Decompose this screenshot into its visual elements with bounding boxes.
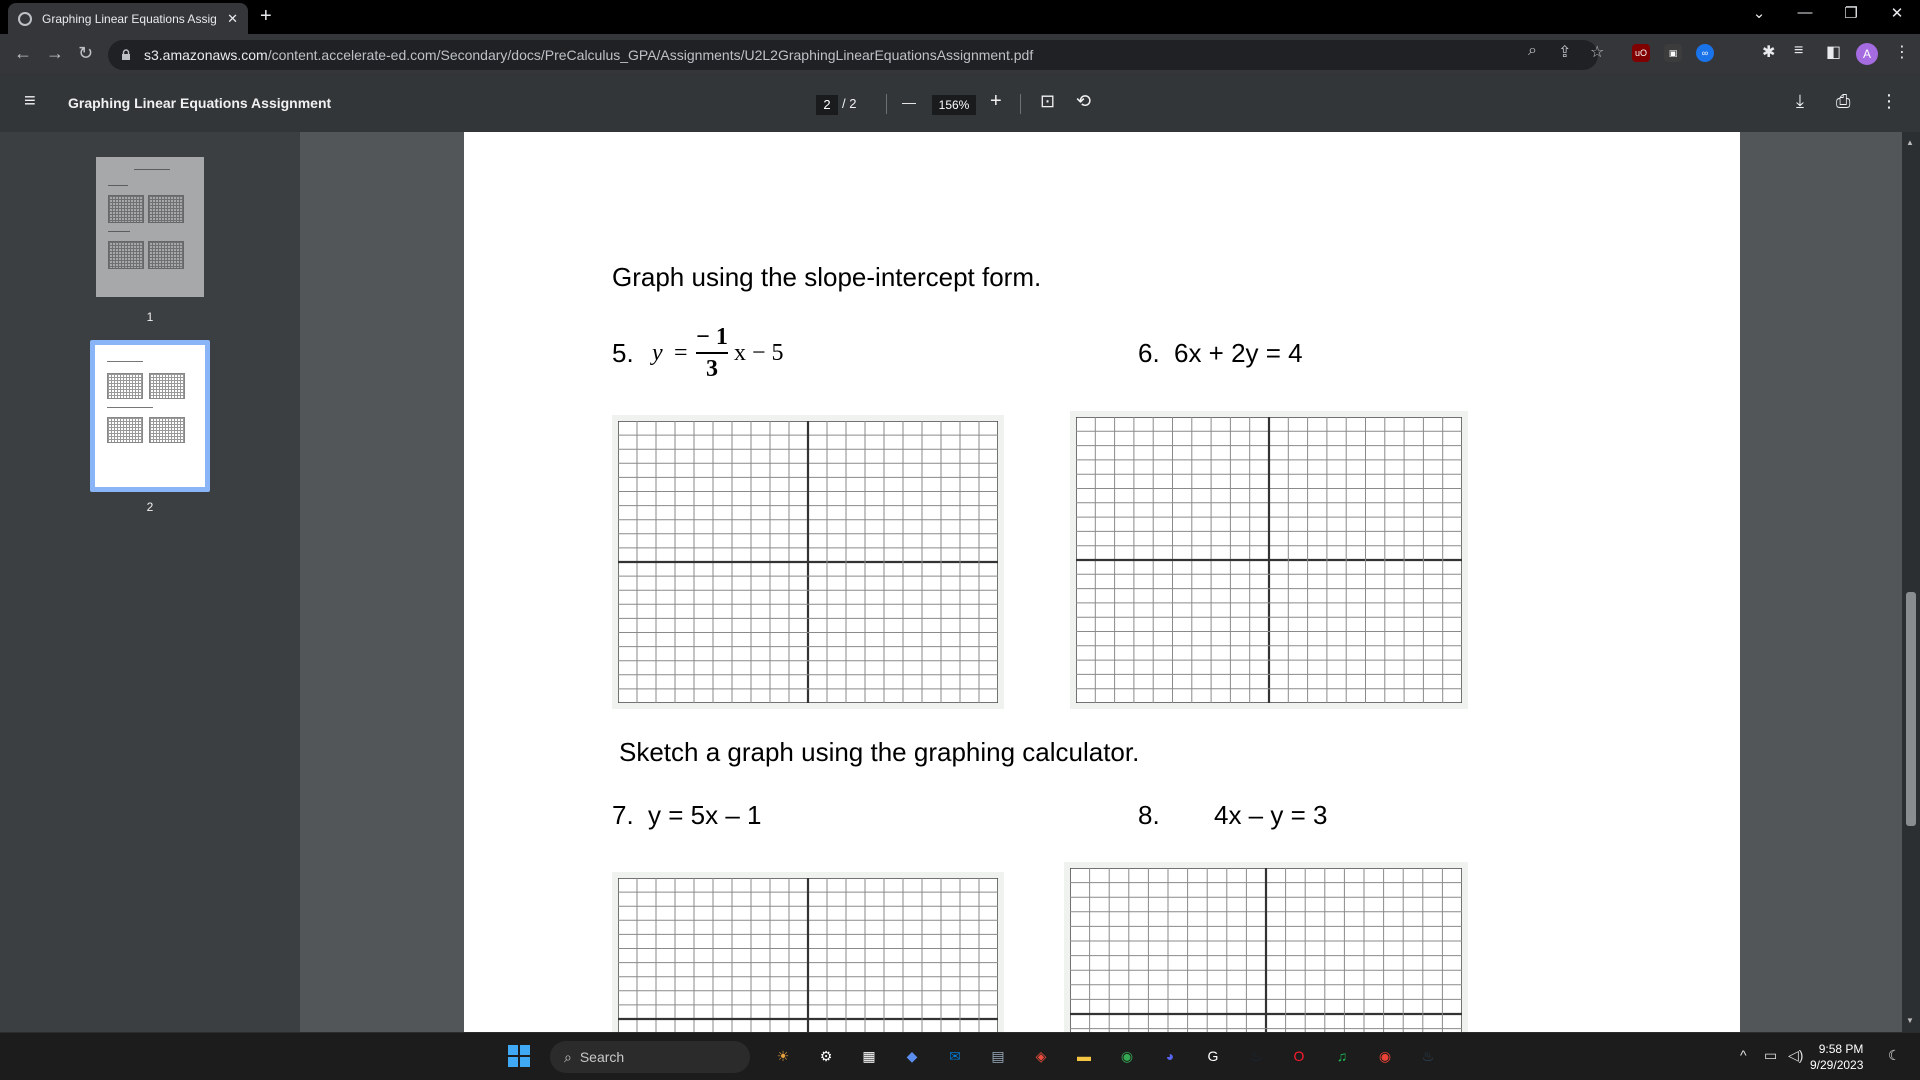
- extension-icon[interactable]: ▣: [1664, 44, 1682, 62]
- rotate-icon[interactable]: ⟲: [1076, 91, 1092, 111]
- graph-grid-6: [1070, 411, 1468, 709]
- problem-5-equals: =: [674, 340, 688, 366]
- back-icon[interactable]: ←: [14, 43, 32, 63]
- copilot-icon[interactable]: ◆: [906, 1047, 918, 1064]
- clock-time: 9:58 PM: [1818, 1042, 1864, 1056]
- coordinate-grid: [1070, 868, 1462, 1032]
- ublock-icon[interactable]: uO: [1632, 44, 1650, 62]
- thumbnail-sidebar: [0, 132, 300, 1032]
- tab-strip: [0, 0, 1920, 34]
- folder-icon[interactable]: ▬: [1077, 1048, 1091, 1064]
- clock-date: 9/29/2023: [1810, 1058, 1864, 1072]
- coordinate-grid: [618, 421, 998, 703]
- problem-6-equation: 6x + 2y = 4: [1174, 338, 1303, 368]
- zoom-out-button[interactable]: —: [902, 94, 916, 110]
- scroll-down-icon[interactable]: ▼: [1906, 1016, 1914, 1025]
- opera-icon[interactable]: O: [1293, 1048, 1305, 1064]
- print-icon[interactable]: ⎙: [1836, 91, 1851, 111]
- zoom-input[interactable]: 156%: [932, 95, 976, 115]
- pdf-page: [464, 132, 1740, 1032]
- scroll-up-icon[interactable]: ▲: [1906, 138, 1914, 147]
- bookmark-star-icon[interactable]: ☆: [1590, 44, 1605, 61]
- forward-icon[interactable]: →: [46, 43, 64, 63]
- problem-5-var: y: [652, 340, 663, 366]
- chrome-menu-icon[interactable]: ⋮: [1894, 44, 1910, 61]
- scroll-thumb[interactable]: [1906, 592, 1916, 826]
- restore-button[interactable]: ❐: [1844, 5, 1858, 22]
- problem-6-number: 6.: [1138, 338, 1160, 368]
- spotify-icon[interactable]: ♫: [1336, 1048, 1348, 1064]
- graph-grid-5: [612, 415, 1004, 709]
- system-clock[interactable]: [1810, 1041, 1863, 1073]
- scrollbar[interactable]: [1902, 132, 1920, 1032]
- taskbar: [0, 1032, 1920, 1080]
- windows-start-icon[interactable]: [508, 1045, 530, 1067]
- steam-icon[interactable]: ♨: [1249, 1047, 1263, 1064]
- url-host: s3.amazonaws.com: [144, 47, 268, 63]
- zoom-in-button[interactable]: +: [990, 90, 1002, 112]
- tab-title: Graphing Linear Equations Assig: [42, 11, 217, 26]
- side-panel-icon[interactable]: ◧: [1826, 44, 1842, 61]
- thumbnail-page-2[interactable]: [95, 345, 205, 487]
- coordinate-grid: [1076, 417, 1462, 703]
- problem-5-rest: x − 5: [734, 340, 784, 366]
- address-bar[interactable]: [108, 40, 1598, 70]
- chrome-icon[interactable]: ◉: [1120, 1047, 1134, 1064]
- puzzle-icon[interactable]: ✱: [1762, 44, 1776, 61]
- zoom-icon[interactable]: ⌕: [1528, 42, 1537, 59]
- problem-5-denominator: 3: [706, 356, 718, 382]
- url-path: /content.accelerate-ed.com/Secondary/docs/PreCalculus_GPA/Assignments/U2L2GraphingLinearEquationsAssignment.pdf: [267, 47, 1034, 63]
- discord-icon[interactable]: ◕: [1165, 1048, 1175, 1064]
- tray-chevron-icon[interactable]: ^: [1740, 1047, 1747, 1063]
- network-icon[interactable]: ▭: [1764, 1047, 1778, 1063]
- total-pages: 2: [849, 96, 857, 111]
- avatar[interactable]: A: [1856, 43, 1878, 65]
- divider: [886, 94, 887, 114]
- search-icon: ⌕: [564, 1048, 572, 1065]
- problem-8-equation: 4x – y = 3: [1214, 800, 1328, 830]
- notifications-icon[interactable]: ☾: [1888, 1047, 1901, 1063]
- store-icon[interactable]: ▦: [862, 1047, 876, 1064]
- taskbar-search[interactable]: [550, 1041, 750, 1073]
- section-heading-slope-intercept: Graph using the slope-intercept form.: [612, 262, 1042, 292]
- problem-8-number: 8.: [1138, 800, 1160, 830]
- lock-icon: [120, 49, 132, 61]
- problem-7-number: 7.: [612, 800, 634, 830]
- reload-icon[interactable]: ↻: [78, 43, 94, 63]
- search-label: Search: [579, 1049, 625, 1065]
- pdf-viewer[interactable]: [300, 132, 1902, 1032]
- tab-close-icon[interactable]: ✕: [227, 10, 238, 26]
- fraction-bar: [696, 352, 728, 354]
- thumbnail-number: 2: [146, 500, 154, 514]
- close-window-button[interactable]: ✕: [1890, 5, 1904, 22]
- section-heading-graphing-calculator: Sketch a graph using the graphing calculator.: [619, 737, 1140, 767]
- problem-7-equation: y = 5x – 1: [648, 800, 762, 830]
- minimize-button[interactable]: —: [1797, 4, 1813, 21]
- graph-grid-7: [612, 872, 1004, 1032]
- tab-pdf[interactable]: [8, 3, 248, 34]
- page-total: [842, 96, 856, 111]
- browser-toolbar: [0, 34, 1920, 76]
- more-options-icon[interactable]: ⋮: [1880, 91, 1898, 111]
- tab-search-icon[interactable]: ⌄: [1752, 5, 1766, 22]
- hamburger-menu-icon[interactable]: ≡: [24, 90, 36, 112]
- page-number-input[interactable]: 2: [816, 95, 838, 115]
- page-separator: /: [842, 96, 846, 111]
- reading-list-icon[interactable]: ≡: [1794, 42, 1804, 59]
- g-hub-icon[interactable]: G: [1207, 1048, 1219, 1064]
- divider: [1020, 94, 1021, 114]
- globe-icon: [18, 12, 32, 26]
- share-icon[interactable]: ⇪: [1558, 44, 1572, 61]
- graph-grid-8: [1064, 862, 1468, 1032]
- volume-icon[interactable]: ◁): [1788, 1047, 1804, 1063]
- download-icon[interactable]: ⤓: [1796, 91, 1804, 111]
- new-tab-button[interactable]: +: [260, 5, 272, 27]
- weather-icon[interactable]: ☀: [776, 1047, 790, 1064]
- document-title: Graphing Linear Equations Assignment: [68, 95, 332, 111]
- device-icon[interactable]: ▤: [991, 1047, 1005, 1064]
- app-icon[interactable]: ◈: [1035, 1047, 1047, 1064]
- pdf-toolbar: [0, 76, 1920, 132]
- thumbnail-page-1[interactable]: [96, 157, 204, 297]
- problem-5-number: 5.: [612, 338, 634, 368]
- problem-5-numerator: − 1: [696, 324, 728, 350]
- fit-page-icon[interactable]: ⊡: [1040, 91, 1056, 111]
- steam2-icon[interactable]: ♨: [1421, 1047, 1435, 1064]
- coordinate-grid: [618, 878, 998, 1032]
- thumbnail-number: 1: [146, 310, 154, 324]
- extension-loop-icon[interactable]: ∞: [1696, 44, 1714, 62]
- mail-icon[interactable]: ✉: [949, 1047, 961, 1064]
- chrome-active-icon[interactable]: ◉: [1378, 1047, 1392, 1064]
- steelseries-icon[interactable]: ⚙: [819, 1047, 833, 1064]
